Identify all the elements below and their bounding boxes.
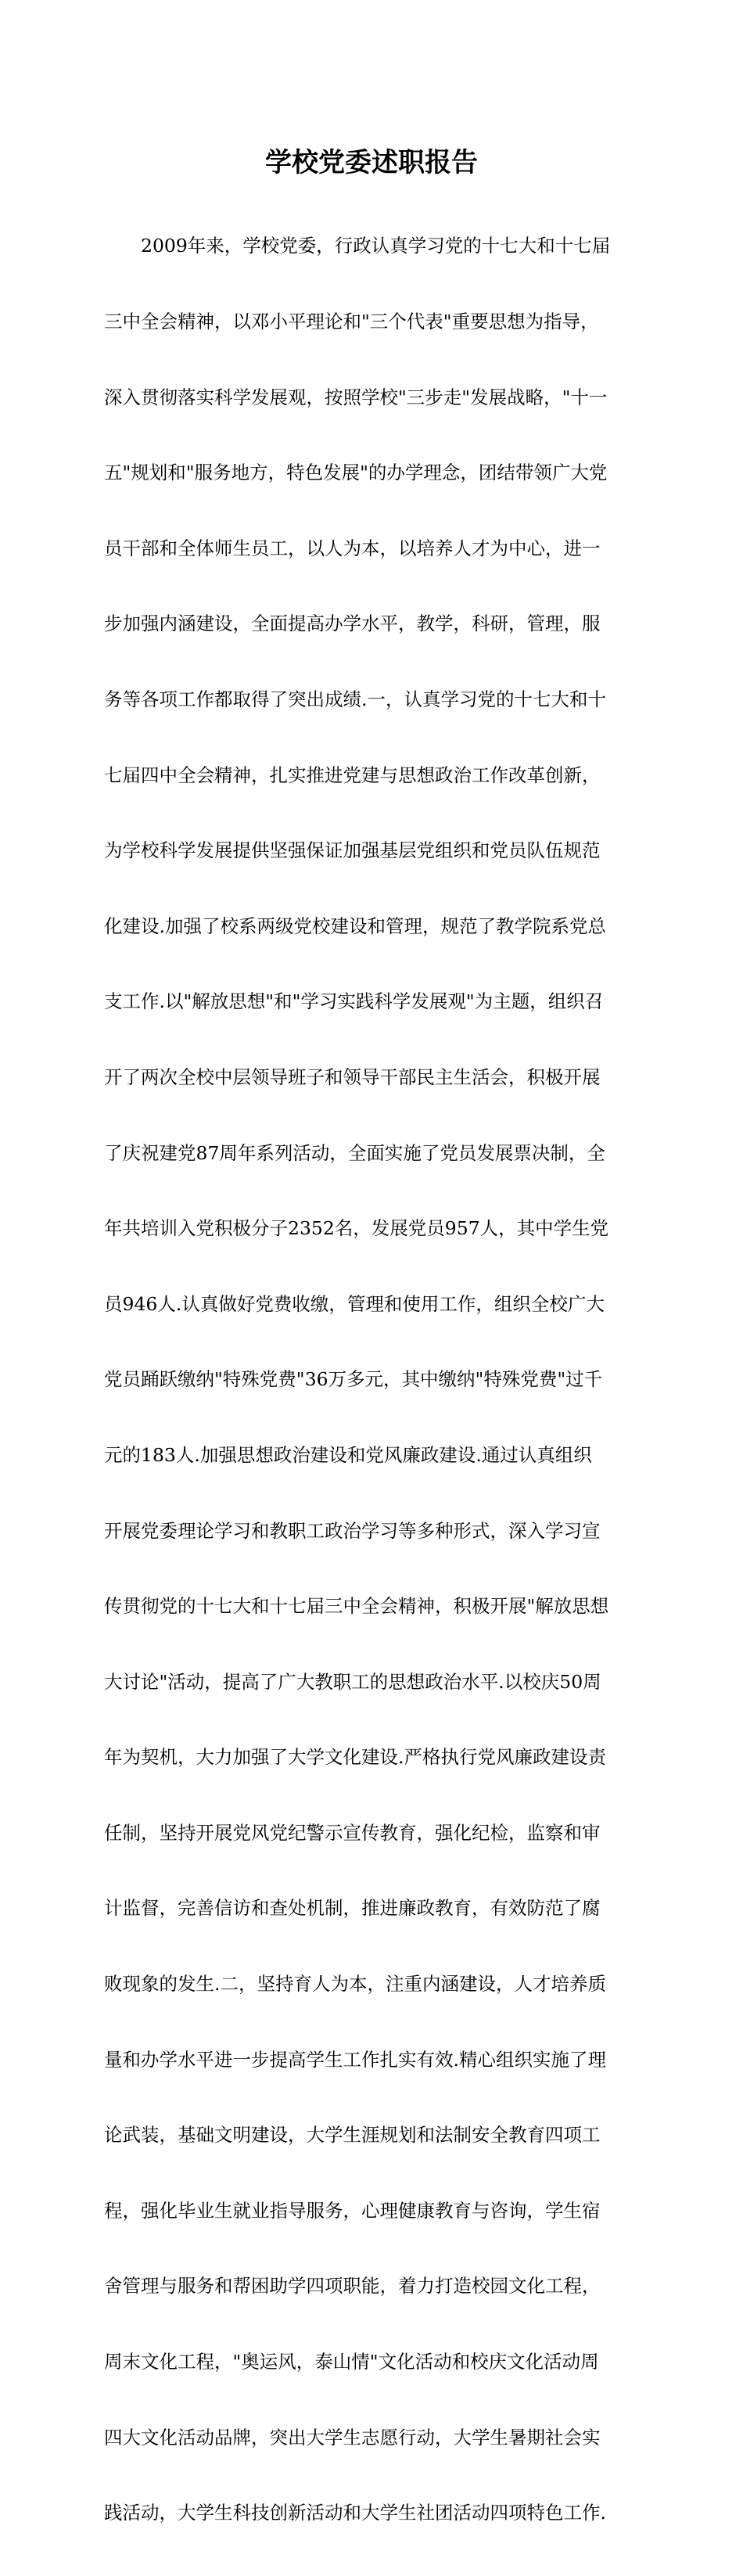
body-line: 开了两次全校中层领导班子和领导干部民主生活会，积极开展 — [104, 1065, 601, 1088]
body-line: 四大文化活动品牌，突出大学生志愿行动，大学生暑期社会实 — [104, 2426, 601, 2448]
body-line: 为学校科学发展提供坚强保证加强基层党组织和党员队伍规范 — [104, 839, 601, 862]
body-line: 五"规划和"服务地方，特色发展"的办学理念，团结带领广大党 — [104, 462, 608, 484]
body-line: 务等各项工作都取得了突出成绩.一，认真学习党的十七大和十 — [104, 688, 606, 710]
body-line: 员干部和全体师生员工，以人为本，以培养人才为中心，进一 — [104, 537, 601, 559]
body-line: 党员踊跃缴纳"特殊党费"36万多元，其中缴纳"特殊党费"过千 — [104, 1368, 603, 1391]
body-line: 开展党委理论学习和教职工政治学习等多种形式，深入学习宣 — [104, 1519, 601, 1542]
body-line: 践活动，大学生科技创新活动和大学生社团活动四项特色工作. — [104, 2502, 606, 2524]
body-line: 支工作.以"解放思想"和"学习实践科学发展观"为主题，组织召 — [104, 990, 604, 1013]
body-line: 计监督，完善信访和查处机制，推进廉政教育，有效防范了腐 — [104, 1897, 601, 1920]
body-line: 年共培训入党积极分子2352名，发展党员957人，其中学生党 — [104, 1217, 609, 1240]
body-line: 大讨论"活动，提高了广大教职工的思想政治水平.以校庆50周 — [104, 1670, 601, 1693]
body-line: 传贯彻党的十七大和十七届三中全会精神，积极开展"解放思想 — [104, 1595, 609, 1618]
body-line: 量和办学水平进一步提高学生工作扎实有效.精心组织实施了理 — [104, 2048, 606, 2071]
body-line: 任制，坚持开展党风党纪警示宣传教育，强化纪检，监察和审 — [104, 1821, 601, 1844]
document-title: 学校党委述职报告 — [265, 147, 478, 178]
body-line: 程，强化毕业生就业指导服务，心理健康教育与咨询，学生宿 — [104, 2199, 601, 2222]
body-line: 了庆祝建党87周年系列活动，全面实施了党员发展票决制，全 — [104, 1141, 605, 1164]
body-line: 2009年来，学校党委，行政认真学习党的十七大和十七届 — [104, 235, 611, 257]
body-line: 步加强内涵建设，全面提高办学水平，教学，科研，管理，服 — [104, 613, 601, 635]
body-line: 舍管理与服务和帮困助学四项职能，着力打造校园文化工程， — [104, 2275, 601, 2298]
body-line: 三中全会精神，以邓小平理论和"三个代表"重要思想为指导， — [104, 311, 599, 332]
body-line: 深入贯彻落实科学发展观，按照学校"三步走"发展战略，"十一 — [104, 386, 608, 408]
body-line: 年为契机，大力加强了大学文化建设.严格执行党风廉政建设责 — [104, 1746, 606, 1769]
body-line: 论武装，基础文明建设，大学生涯规划和法制安全教育四项工 — [104, 2124, 601, 2147]
document-body — [104, 183, 645, 2576]
body-line: 员946人.认真做好党费收缴，管理和使用工作，组织全校广大 — [104, 1292, 605, 1315]
body-line: 周末文化工程，"奥运风，泰山情"文化活动和校庆文化活动周 — [104, 2351, 599, 2373]
body-line: 化建设.加强了校系两级党校建设和管理，规范了教学院系党总 — [104, 914, 606, 937]
body-line: 元的183人.加强思想政治建设和党风廉政建设.通过认真组织 — [104, 1443, 592, 1466]
body-line: 七届四中全会精神，扎实推进党建与思想政治工作改革创新， — [104, 763, 601, 786]
body-line: 败现象的发生.二，坚持育人为本，注重内涵建设，人才培养质 — [104, 1973, 606, 1996]
